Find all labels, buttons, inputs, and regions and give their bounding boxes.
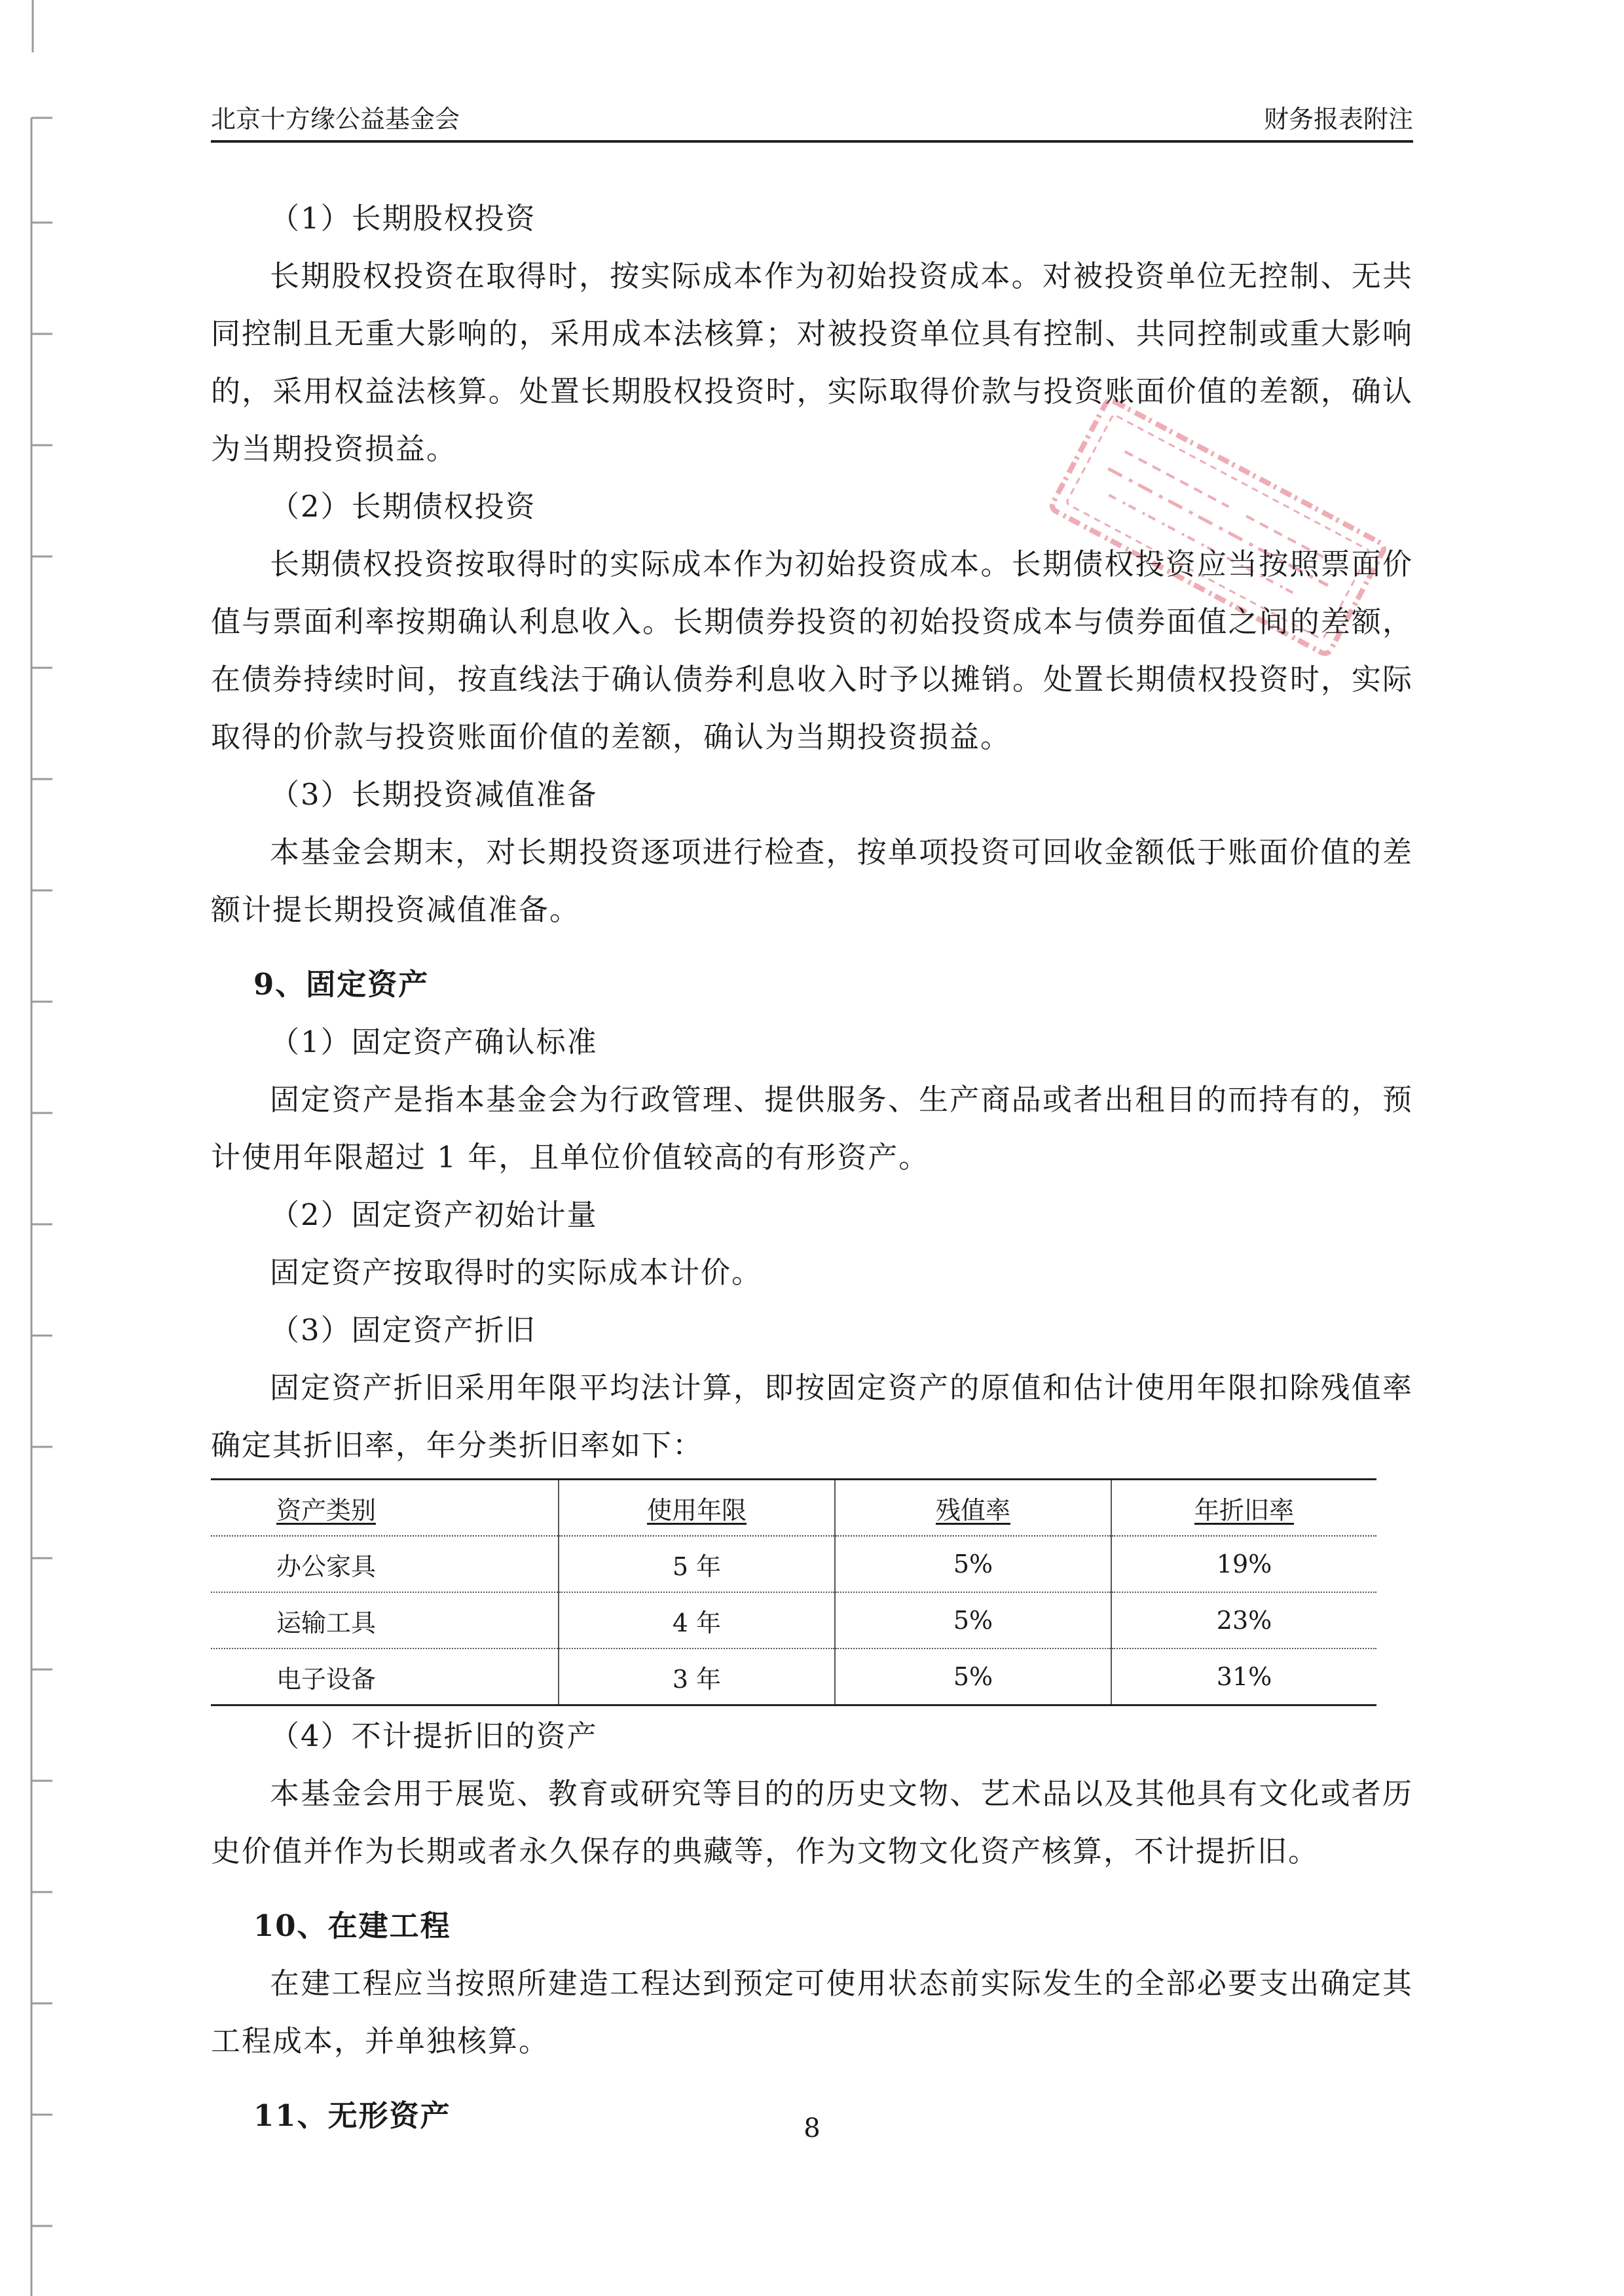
section-11-title: 11、无形资产 xyxy=(253,2098,451,2133)
section-9-2-title: （2）固定资产初始计量 xyxy=(270,1197,598,1232)
table-cell: 31% xyxy=(1111,1649,1376,1705)
table-header-row xyxy=(211,1480,1376,1537)
doc-title: 财务报表附注 xyxy=(1263,105,1413,134)
section-9-3-title: （3）固定资产折旧 xyxy=(270,1313,536,1347)
page-content xyxy=(211,190,1413,2145)
table-cell: 电子设备 xyxy=(211,1649,559,1705)
section-9-title: 9、固定资产 xyxy=(253,967,430,1002)
table-cell: 23% xyxy=(1111,1592,1376,1649)
table-row xyxy=(211,1649,1376,1705)
table-row xyxy=(211,1536,1376,1592)
table-cell: 5% xyxy=(835,1592,1111,1649)
section-9-4-body: 本基金会用于展览、教育或研究等目的的历史文物、艺术品以及其他具有文化或者历史价值并作为长期或者永久保存的典藏等，作为文物文化资产核算，不计提折旧。 xyxy=(211,1776,1413,1868)
section-10-title: 10、在建工程 xyxy=(253,1908,451,1943)
section-9-3-body: 固定资产折旧采用年限平均法计算，即按固定资产的原值和估计使用年限扣除残值率确定其折旧率，年分类折旧率如下： xyxy=(211,1370,1413,1463)
section-9-1-body: 固定资产是指本基金会为行政管理、提供服务、生产商品或者出租目的而持有的，预计使用年限超过 1 年，且单位价值较高的有形资产。 xyxy=(211,1082,1413,1175)
section-9-2-body: 固定资产按取得时的实际成本计价。 xyxy=(270,1255,763,1290)
depreciation-table xyxy=(211,1478,1376,1706)
org-name: 北京十方缘公益基金会 xyxy=(211,105,460,134)
section-8-3-title: （3）长期投资减值准备 xyxy=(270,777,598,812)
table-cell: 4 年 xyxy=(559,1592,835,1649)
section-9-4-title: （4）不计提折旧的资产 xyxy=(270,1719,598,1753)
table-row xyxy=(211,1592,1376,1649)
table-cell: 3 年 xyxy=(559,1649,835,1705)
table-cell: 运输工具 xyxy=(211,1592,559,1649)
table-cell: 19% xyxy=(1111,1536,1376,1592)
page-number: 8 xyxy=(803,2113,821,2143)
section-8-2-title: （2）长期债权投资 xyxy=(270,489,536,524)
table-header-cell: 年折旧率 xyxy=(1111,1480,1376,1537)
table-cell: 5% xyxy=(835,1649,1111,1705)
section-8-3-body: 本基金会期末，对长期投资逐项进行检查，按单项投资可回收金额低于账面价值的差额计提长期投资减值准备。 xyxy=(211,835,1413,927)
table-cell: 5% xyxy=(835,1536,1111,1592)
binding-margin-marks xyxy=(0,0,79,2296)
table-header-cell: 残值率 xyxy=(835,1480,1111,1537)
page-header xyxy=(211,92,1413,143)
section-9-1-title: （1）固定资产确认标准 xyxy=(270,1025,598,1059)
table-cell: 5 年 xyxy=(559,1536,835,1592)
table-cell: 办公家具 xyxy=(211,1536,559,1592)
table-header-cell: 资产类别 xyxy=(211,1480,559,1537)
section-10-body: 在建工程应当按照所建造工程达到预定可使用状态前实际发生的全部必要支出确定其工程成本，并单独核算。 xyxy=(211,1966,1413,2058)
section-8-1-title: （1）长期股权投资 xyxy=(270,201,536,236)
table-header-cell: 使用年限 xyxy=(559,1480,835,1537)
section-8-2-body: 长期债权投资按取得时的实际成本作为初始投资成本。长期债权投资应当按照票面价值与票面利率按期确认利息收入。长期债券投资的初始投资成本与债券面值之间的差额，在债券持续时间，按直线法于确认债券利息收入时予以摊销。处置长期债权投资时，实际取得的价款与投资账面价值的差额，确认为当期投资损益。 xyxy=(211,547,1413,754)
section-8-1-body: 长期股权投资在取得时，按实际成本作为初始投资成本。对被投资单位无控制、无共同控制且无重大影响的，采用成本法核算；对被投资单位具有控制、共同控制或重大影响的，采用权益法核算。处置长期股权投资时，实际取得价款与投资账面价值的差额，确认为当期投资损益。 xyxy=(211,259,1413,466)
